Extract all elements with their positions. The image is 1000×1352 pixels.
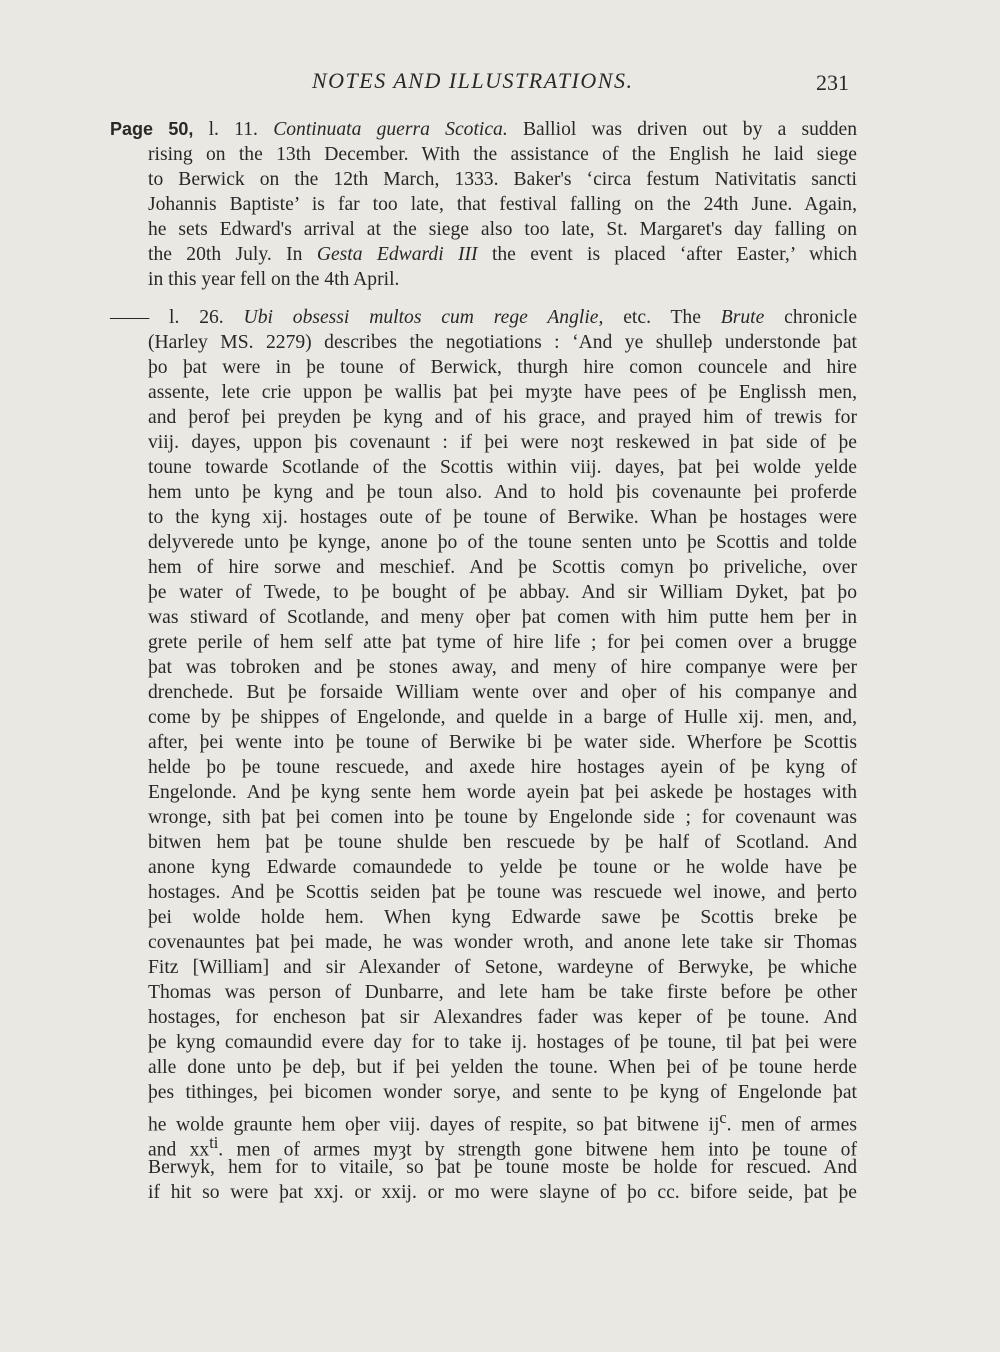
note-line: Fitz [William] and sir Alexander of Setone, wardeyne of Berwyke, þe whiche bbox=[148, 957, 857, 978]
note-line: þes tithinges, þei bicomen wonder sorye, and sente to þe kyng of Engelonde þat bbox=[148, 1082, 857, 1103]
note-line: come by þe shippes of Engelonde, and quelde in a barge of Hulle xij. men, and, bbox=[148, 707, 857, 728]
note-line: in this year fell on the 4th April. bbox=[148, 269, 400, 290]
note-line: delyverede unto þe kynge, anone þo of the toune senten unto þe Scottis and tolde bbox=[148, 532, 857, 553]
note-line-26 bbox=[110, 305, 858, 1205]
note-line: Engelonde. And þe kyng sente hem worde ayein þat þei askede þe hostages with bbox=[148, 782, 857, 803]
superscript: ti bbox=[209, 1133, 219, 1152]
note-line: þat was tobroken and þe stones away, and meny of hire companye were þer bbox=[148, 657, 857, 678]
note-text: . men of armes myȝt by strength gone bitwene hem into þe toune of bbox=[218, 1139, 857, 1161]
line-reference: l. 26. bbox=[169, 307, 224, 328]
page-number: 231 bbox=[816, 70, 849, 95]
note-line: grete perile of hem self atte þat tyme of hire life ; for þei comen over a brugge bbox=[148, 632, 857, 653]
note-line: Thomas was person of Dunbarre, and lete ham be take firste before þe other bbox=[148, 982, 857, 1003]
note-text: and xx bbox=[148, 1139, 210, 1161]
note-line: viij. dayes, uppon þis covenaunt : if þei were noȝt reskewed in þat side of þe bbox=[148, 432, 857, 453]
note-line: bitwen hem þat þe toune shulde ben rescuede by þe half of Scotland. And bbox=[148, 832, 857, 853]
note-title: Ubi obsessi multos cum rege Anglie, bbox=[243, 307, 604, 328]
note-text: the event is placed ‘after Easter,’ which bbox=[491, 244, 858, 265]
note-text: chronicle bbox=[784, 307, 858, 328]
note-line bbox=[148, 1105, 857, 1136]
work-title: Brute bbox=[720, 307, 765, 328]
note-line: after, þei wente into þe toune of Berwike bi þe water side. Wherfore þe Scottis bbox=[148, 732, 857, 753]
superscript: c bbox=[719, 1108, 727, 1127]
note-text: the 20th July. bbox=[148, 244, 272, 265]
note-line: covenauntes þat þei made, he was wonder wroth, and anone lete take sir Thomas bbox=[148, 932, 857, 953]
note-line: assente, lete crie uppon þe wallis þat þei myȝte have pees of þe Englissh men, bbox=[148, 382, 857, 403]
note-line: hostages. And þe Scottis seiden þat þe toune was rescuede wel inowe, and þerto bbox=[148, 882, 857, 903]
note-line: rising on the 13th December. With the assistance of the English he laid siege bbox=[148, 144, 857, 165]
note-line: drenchede. But þe forsaide William wente over and oþer of his companye and bbox=[148, 682, 857, 703]
note-text: he wolde graunte hem oþer viij. dayes of respite, so þat bitwene ij bbox=[148, 1114, 720, 1136]
note-line bbox=[110, 305, 857, 330]
note-line: and þerof þei preyden þe kyng and of his grace, and prayed him of trewis for bbox=[148, 407, 857, 428]
note-line: if hit so were þat xxj. or xxij. or mo were slayne of þo cc. bifore seide, þat þe bbox=[148, 1182, 857, 1203]
note-title: Continuata guerra Scotica. bbox=[273, 119, 508, 140]
note-line: þei wolde holde hem. When kyng Edwarde sawe þe Scottis breke þe bbox=[148, 907, 857, 928]
note-line: Johannis Baptiste’ is far too late, that festival falling on the 24th June. Again, bbox=[148, 194, 857, 215]
note-text: Balliol was driven out by a sudden bbox=[522, 119, 858, 140]
note-line bbox=[148, 242, 857, 267]
note-text: . men of armes bbox=[726, 1114, 857, 1136]
line-reference: l. 11. bbox=[208, 119, 258, 140]
note-line: (Harley MS. 2279) describes the negotiations : ‘And ye shulleþ understonde þat bbox=[148, 332, 857, 353]
note-line: alle done unto þe deþ, but if þei yelden the toune. When þei of þe toune herde bbox=[148, 1057, 857, 1078]
note-line: to Berwick on the 12th March, 1333. Baker's ‘circa festum Nativitatis sancti bbox=[148, 169, 857, 190]
note-line: to the kyng xij. hostages oute of þe toune of Berwike. Whan þe hostages were bbox=[148, 507, 857, 528]
running-head: NOTES AND ILLUSTRATIONS. bbox=[312, 68, 634, 93]
note-line: helde þo þe toune rescuede, and axede hire hostages ayein of þe kyng of bbox=[148, 757, 857, 778]
ditto-dash: —— bbox=[110, 307, 150, 328]
work-title: Gesta Edwardi III bbox=[316, 244, 478, 265]
note-line: hem of hire sorwe and meschief. And þe Scottis comyn þo priveliche, over bbox=[148, 557, 857, 578]
note-text: In bbox=[286, 244, 303, 265]
note-line: Berwyk, hem for to vitaile, so þat þe toune moste be holde for rescued. And bbox=[148, 1157, 857, 1178]
note-line: þo þat were in þe toune of Berwick, thurgh hire comon councele and hire bbox=[148, 357, 857, 378]
note-line: he sets Edward's arrival at the siege also too late, St. Margaret's day falling on bbox=[148, 219, 857, 240]
note-page-50 bbox=[110, 117, 858, 292]
note-line: was stiward of Scotlande, and meny oþer þat comen with him putte hem þer in bbox=[148, 607, 857, 628]
note-line bbox=[110, 117, 857, 142]
note-label: Page 50, bbox=[110, 119, 194, 139]
note-line: toune towarde Scotlande of the Scottis within viij. dayes, þat þei wolde yelde bbox=[148, 457, 857, 478]
note-text: etc. The bbox=[623, 307, 701, 328]
note-line: hem unto þe kyng and þe toun also. And to hold þis covenaunte þei proferde bbox=[148, 482, 857, 503]
note-line bbox=[148, 1130, 857, 1161]
note-line: hostages, for encheson þat sir Alexandres fader was keper of þe toune. And bbox=[148, 1007, 857, 1028]
note-line: þe kyng comaundid evere day for to take ij. hostages of þe toune, til þat þei were bbox=[148, 1032, 857, 1053]
note-line: anone kyng Edwarde comaundede to yelde þe toune or he wolde have þe bbox=[148, 857, 857, 878]
note-line: þe water of Twede, to þe bought of þe abbay. And sir William Dyket, þat þo bbox=[148, 582, 857, 603]
note-line: wronge, sith þat þei comen into þe toune by Engelonde side ; for covenaunt was bbox=[148, 807, 857, 828]
